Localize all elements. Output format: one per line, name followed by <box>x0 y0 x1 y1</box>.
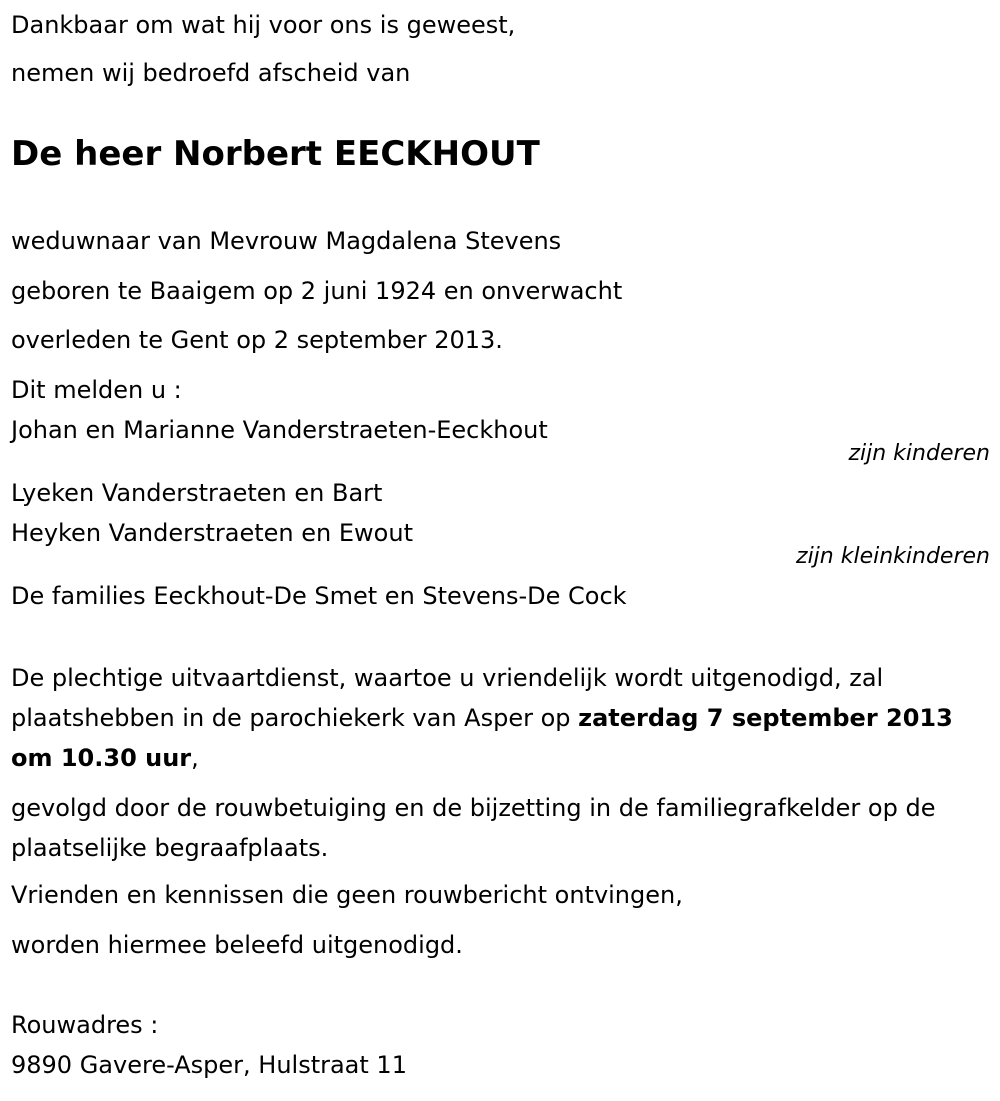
details-line-3: overleden te Gent op 2 september 2013. <box>11 326 503 354</box>
grandchild-1: Lyeken Vanderstraeten en Bart <box>11 479 383 507</box>
details-line-1: weduwnaar van Mevrouw Magdalena Stevens <box>11 227 562 255</box>
service-paragraph <box>11 658 986 778</box>
friends-line-2: worden hiermee beleefd uitgenodigd. <box>11 931 463 959</box>
children-names: Johan en Marianne Vanderstraeten-Eeckhout <box>11 416 548 444</box>
grandchild-2: Heyken Vanderstraeten en Ewout <box>11 519 413 547</box>
service-text: De plechtige uitvaartdienst, waartoe u vriendelijk wordt uitgenodigd, zal plaatshebben in de parochiekerk van Asper op <box>11 664 884 732</box>
intro-line-1: Dankbaar om wat hij voor ons is geweest, <box>11 11 516 39</box>
address-label: Rouwadres : <box>11 1011 159 1039</box>
intro-line-2: nemen wij bedroefd afscheid van <box>11 59 411 87</box>
announcers-heading: Dit melden u : <box>11 376 182 404</box>
details-line-2: geboren te Baaigem op 2 juni 1924 en onverwacht <box>11 277 623 305</box>
service-date-time: zaterdag 7 september 2013 om 10.30 uur <box>11 704 953 772</box>
service-text-end: , <box>191 744 199 772</box>
address-value: 9890 Gavere-Asper, Hulstraat 11 <box>11 1051 407 1079</box>
families-line: De families Eeckhout-De Smet en Stevens-De Cock <box>11 582 627 610</box>
grandchildren-role: zijn kleinkinderen <box>796 544 990 569</box>
children-role: zijn kinderen <box>848 441 990 466</box>
followup-paragraph: gevolgd door de rouwbetuiging en de bijzetting in de familiegrafkelder op de plaatselijke begraafplaats. <box>11 794 936 862</box>
deceased-name: De heer Norbert EECKHOUT <box>11 134 540 174</box>
friends-line-1: Vrienden en kennissen die geen rouwbericht ontvingen, <box>11 881 683 909</box>
